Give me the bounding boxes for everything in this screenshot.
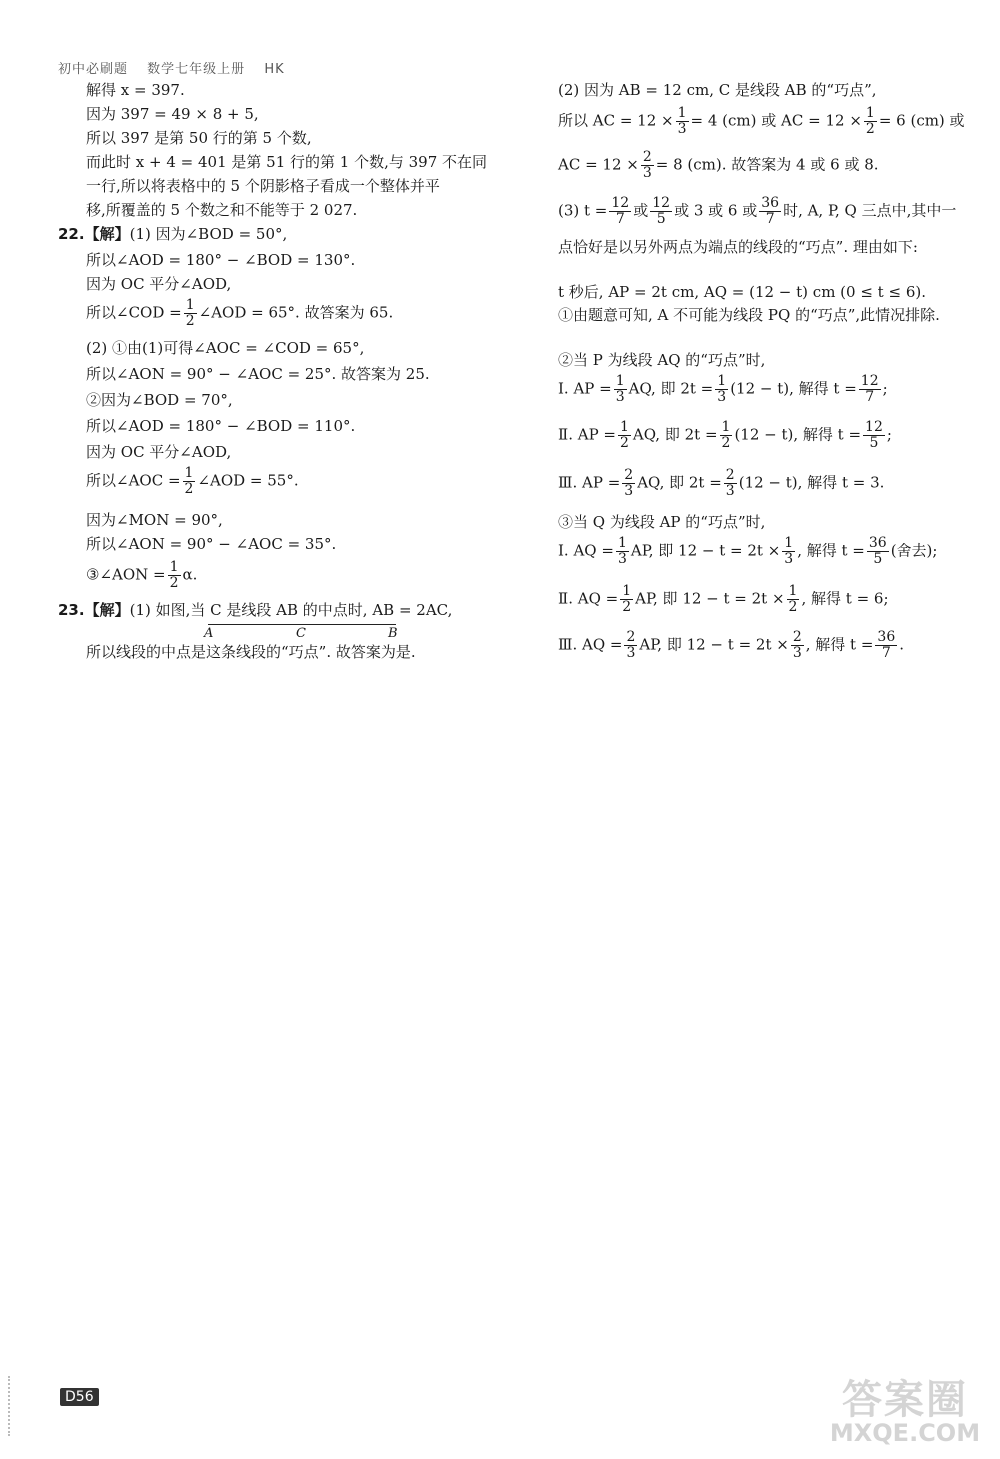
denominator: 3 xyxy=(626,645,636,661)
text-line xyxy=(58,466,508,510)
question-number: 22. xyxy=(58,225,85,243)
text-line xyxy=(58,560,508,600)
fraction xyxy=(620,584,633,615)
numerator: 1 xyxy=(677,105,687,121)
text-line: 所以∠AOD = 180° − ∠BOD = 130°. xyxy=(86,251,356,269)
denominator: 2 xyxy=(184,481,194,497)
q23-line xyxy=(58,600,508,622)
numerator: 1 xyxy=(617,535,627,551)
numerator: 12 xyxy=(865,419,883,435)
fraction xyxy=(715,374,728,405)
text-span: Ⅰ. AP = xyxy=(558,379,612,398)
numerator: 1 xyxy=(620,419,629,435)
case-line xyxy=(558,584,978,630)
fraction xyxy=(609,196,631,227)
denominator: 2 xyxy=(622,599,632,615)
numerator: 1 xyxy=(169,559,179,575)
text-span: . xyxy=(899,635,905,654)
denominator: 2 xyxy=(721,435,731,451)
case-line xyxy=(558,420,978,468)
text-span: = 6 (cm) 或 xyxy=(878,111,965,130)
fraction xyxy=(641,150,654,181)
denominator: 3 xyxy=(784,551,794,567)
numerator: 2 xyxy=(624,467,634,483)
text-span: (12 − t), 解得 t = xyxy=(730,379,857,398)
fraction xyxy=(863,420,885,451)
text-line: 因为 OC 平分∠AOD, xyxy=(86,275,232,293)
denominator: 2 xyxy=(788,599,798,615)
case-line xyxy=(558,468,978,512)
left-column xyxy=(58,80,508,666)
text-span: 所以∠COD = xyxy=(86,303,182,322)
numerator: 1 xyxy=(788,583,798,599)
numerator: 12 xyxy=(652,195,671,211)
running-header xyxy=(58,58,299,77)
numerator: 2 xyxy=(792,629,802,645)
text-span: ∠AOD = 65°. 故答案为 65. xyxy=(198,303,394,322)
text-span: Ⅱ. AP = xyxy=(558,425,616,444)
denominator: 3 xyxy=(677,121,687,137)
text-span: (3) t = xyxy=(558,201,608,220)
text-span: = 4 (cm) 或 AC = 12 × xyxy=(690,111,862,130)
text-span: AP, 即 12 − t = 2t × xyxy=(639,635,789,654)
text-span: ③∠AON = xyxy=(86,565,166,584)
numerator: 36 xyxy=(761,195,780,211)
numerator: 2 xyxy=(626,629,636,645)
text-line xyxy=(558,196,978,236)
denominator: 3 xyxy=(792,645,802,661)
text-line: (2) 因为 AB = 12 cm, C 是线段 AB 的“巧点”, xyxy=(558,81,877,99)
text-line: 因为 OC 平分∠AOD, xyxy=(86,443,232,461)
text-line xyxy=(558,150,978,196)
numerator: 1 xyxy=(784,535,794,551)
text-line: 因为 397 = 49 × 8 + 5, xyxy=(86,105,259,123)
denominator: 3 xyxy=(617,551,627,567)
point-label-c: C xyxy=(296,626,306,641)
text-line: 而此时 x + 4 = 401 是第 51 行的第 1 个数,与 397 不在同 xyxy=(86,153,488,171)
denominator: 3 xyxy=(624,483,634,499)
text-span: 所以 AC = 12 × xyxy=(558,111,674,130)
fraction xyxy=(875,630,897,661)
watermark-logo xyxy=(820,1368,990,1453)
fraction xyxy=(720,420,733,451)
text-line: 解得 x = 397. xyxy=(86,81,185,99)
denominator: 3 xyxy=(615,389,625,405)
numerator: 1 xyxy=(184,465,194,481)
text-span: (1) 如图,当 C 是线段 AB 的中点时, AB = 2AC, xyxy=(129,601,453,619)
question-number: 23. xyxy=(58,601,85,619)
numerator: 1 xyxy=(721,419,731,435)
text-line: t 秒后, AP = 2t cm, AQ = (12 − t) cm (0 ≤ t ≤ 6). xyxy=(558,283,926,301)
margin-dots xyxy=(8,1376,50,1436)
text-span: ; xyxy=(886,425,892,444)
text-line: 所以 397 是第 50 行的第 5 个数, xyxy=(86,129,312,147)
text-line: 所以∠AON = 90° − ∠AOC = 35°. xyxy=(86,535,337,553)
point-label-b: B xyxy=(388,626,398,641)
subject-title: 数学七年级上册 xyxy=(147,62,246,77)
case-line xyxy=(558,536,978,584)
edition-label: HK xyxy=(264,62,285,77)
text-span: Ⅲ. AP = xyxy=(558,473,621,492)
text-line: 所以∠AON = 90° − ∠AOC = 25°. 故答案为 25. xyxy=(86,365,430,383)
numerator: 12 xyxy=(611,195,630,211)
text-span: ; xyxy=(882,379,888,398)
fraction xyxy=(183,466,196,497)
numerator: 1 xyxy=(717,373,727,389)
fraction xyxy=(791,630,804,661)
solution-tag: 【解】 xyxy=(84,601,130,619)
numerator: 2 xyxy=(642,149,652,165)
denominator: 5 xyxy=(656,211,666,227)
text-span: AP, 即 12 − t = 2t × xyxy=(635,589,785,608)
text-span: AP, 即 12 − t = 2t × xyxy=(630,541,781,560)
denominator: 2 xyxy=(185,313,195,329)
fraction xyxy=(618,420,631,451)
text-span: , 解得 t = xyxy=(797,541,865,560)
denominator: 7 xyxy=(615,211,625,227)
denominator: 3 xyxy=(725,483,735,499)
numerator: 1 xyxy=(622,583,632,599)
denominator: 7 xyxy=(881,645,891,661)
text-span: AC = 12 × xyxy=(558,155,639,174)
fraction xyxy=(859,374,881,405)
fraction xyxy=(724,468,737,499)
right-column xyxy=(558,80,978,674)
numerator: 2 xyxy=(725,467,735,483)
text-span: 所以∠AOC = xyxy=(86,471,181,490)
denominator: 2 xyxy=(169,575,179,591)
text-line: 所以∠AOD = 180° − ∠BOD = 110°. xyxy=(86,417,356,435)
point-label-a: A xyxy=(204,626,214,641)
text-span: Ⅱ. AQ = xyxy=(558,589,619,608)
fraction xyxy=(624,630,637,661)
text-line: 点恰好是以另外两点为端点的线段的“巧点”. 理由如下: xyxy=(558,238,918,256)
text-span: AQ, 即 2t = xyxy=(637,473,722,492)
segment-line xyxy=(208,624,396,625)
fraction xyxy=(168,560,181,591)
denominator: 7 xyxy=(865,389,875,405)
fraction xyxy=(184,298,197,329)
numerator: 36 xyxy=(877,629,896,645)
text-span: Ⅲ. AQ = xyxy=(558,635,623,654)
text-line: 一行,所以将表格中的 5 个阴影格子看成一个整体并平 xyxy=(86,177,440,195)
denominator: 2 xyxy=(620,435,629,451)
fraction xyxy=(787,584,800,615)
numerator: 1 xyxy=(865,105,875,121)
text-line: ②因为∠BOD = 70°, xyxy=(86,391,233,409)
page-number: D56 xyxy=(60,1388,99,1406)
fraction xyxy=(867,536,889,567)
text-span: (12 − t), 解得 t = 3. xyxy=(738,473,885,492)
watermark-text-top: 答案圈 xyxy=(842,1377,968,1423)
text-line xyxy=(58,298,508,338)
denominator: 3 xyxy=(642,165,652,181)
fraction xyxy=(864,106,877,137)
text-span: = 8 (cm). 故答案为 4 或 6 或 8. xyxy=(655,155,879,174)
text-span: AQ, 即 2t = xyxy=(628,379,714,398)
denominator: 2 xyxy=(865,121,875,137)
numerator: 36 xyxy=(868,535,887,551)
book-title: 初中必刷题 xyxy=(58,62,129,77)
denominator: 3 xyxy=(717,389,727,405)
text-line: 移,所覆盖的 5 个数之和不能等于 2 027. xyxy=(86,201,358,219)
case-line xyxy=(558,374,978,420)
text-span: ∠AOD = 55°. xyxy=(197,471,299,490)
text-span: , 解得 t = xyxy=(805,635,874,654)
fraction xyxy=(676,106,689,137)
text-span: 或 3 或 6 或 xyxy=(674,201,758,220)
fraction xyxy=(759,196,781,227)
watermark-text-bottom: MXQE.COM xyxy=(829,1419,981,1447)
text-line: ③当 Q 为线段 AP 的“巧点”时, xyxy=(558,513,766,531)
text-span: 或 xyxy=(633,201,649,220)
segment-figure xyxy=(204,622,408,642)
text-span: Ⅰ. AQ = xyxy=(558,541,614,560)
numerator: 1 xyxy=(185,297,195,313)
fraction xyxy=(616,536,629,567)
fraction xyxy=(614,374,627,405)
text-line: ①由题意可知, A 不可能为线段 PQ 的“巧点”,此情况排除. xyxy=(558,306,940,324)
text-span: (1) 因为∠BOD = 50°, xyxy=(129,225,288,243)
fraction xyxy=(622,468,635,499)
denominator: 7 xyxy=(765,211,775,227)
fraction xyxy=(782,536,795,567)
case-line xyxy=(558,630,978,674)
text-line: ②当 P 为线段 AQ 的“巧点”时, xyxy=(558,351,766,369)
denominator: 5 xyxy=(869,435,879,451)
text-line: 所以线段的中点是这条线段的“巧点”. 故答案为是. xyxy=(86,643,416,661)
text-span: , 解得 t = 6; xyxy=(801,589,889,608)
text-span: 时, A, P, Q 三点中,其中一 xyxy=(783,201,957,220)
solution-tag: 【解】 xyxy=(84,225,130,243)
text-line: (2) ①由(1)可得∠AOC = ∠COD = 65°, xyxy=(86,339,365,357)
text-span: AQ, 即 2t = xyxy=(632,425,718,444)
numerator: 1 xyxy=(615,373,625,389)
q22-line xyxy=(58,224,508,250)
fraction xyxy=(650,196,672,227)
numerator: 12 xyxy=(860,373,879,389)
text-span: (12 − t), 解得 t = xyxy=(734,425,862,444)
text-line xyxy=(558,106,978,150)
denominator: 5 xyxy=(873,551,883,567)
text-span: (舍去); xyxy=(890,541,938,560)
text-line: 因为∠MON = 90°, xyxy=(86,511,223,529)
text-span: α. xyxy=(182,565,198,584)
